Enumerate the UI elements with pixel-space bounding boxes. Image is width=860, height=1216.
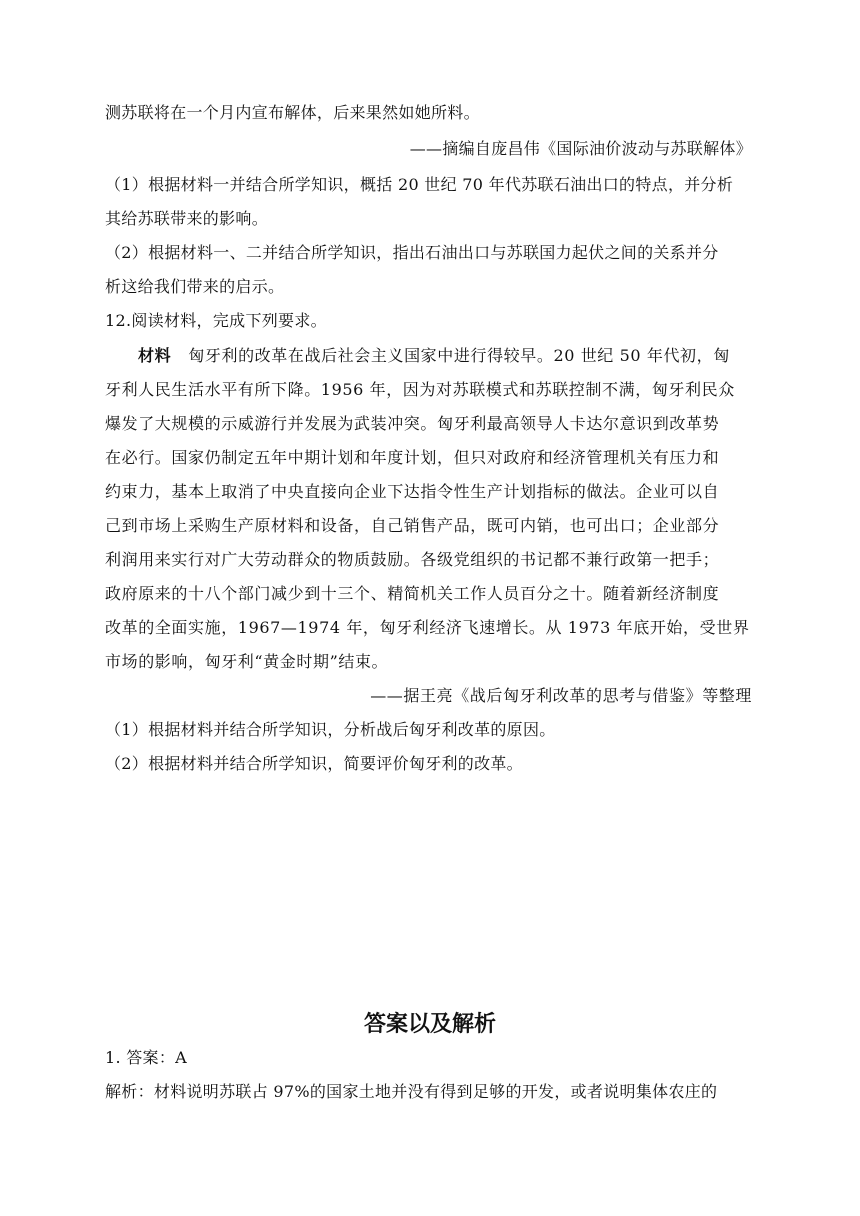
q12-source-citation: ——据王亮《战后匈牙利改革的思考与借鉴》等整理 [370, 686, 752, 705]
q12-material-line-10: 市场的影响，匈牙利“黄金时期”结束。 [105, 652, 389, 671]
material-text: 匈牙利的改革在战后社会主义国家中进行得较早。20 世纪 50 年代初，匈 [188, 346, 730, 365]
answers-heading: 答案以及解析 [363, 1012, 496, 1037]
q12-material-line-1 [138, 345, 768, 367]
q12-material-line-2: 牙利人民生活水平有所下降。1956 年，因为对苏联模式和苏联控制不满，匈牙利民众 [105, 380, 735, 399]
q12-material-line-9: 改革的全面实施，1967—1974 年，匈牙利经济飞速增长。从 1973 年底开始，受世界 [105, 618, 750, 637]
q11-subquestion-1-cont: 其给苏联带来的影响。 [105, 209, 269, 228]
answer-1-analysis: 解析：材料说明苏联占 97%的国家土地并没有得到足够的开发，或者说明集体农庄的 [105, 1082, 718, 1101]
q11-subquestion-2: （2）根据材料一、二并结合所学知识，指出石油出口与苏联国力起伏之间的关系并分 [105, 243, 719, 262]
q12-material-line-7: 利润用来实行对广大劳动群众的物质鼓励。各级党组织的书记都不兼行政第一把手； [105, 550, 720, 569]
q12-subquestion-1: （1）根据材料并结合所学知识，分析战后匈牙利改革的原因。 [105, 720, 556, 739]
q12-subquestion-2: （2）根据材料并结合所学知识，简要评价匈牙利的改革。 [105, 754, 523, 773]
q11-subquestion-1: （1）根据材料一并结合所学知识，概括 20 世纪 70 年代苏联石油出口的特点，并分析 [105, 175, 734, 194]
material-label: 材料 [138, 346, 172, 365]
q11-text-line: 测苏联将在一个月内宣布解体，后来果然如她所料。 [105, 103, 480, 122]
q12-material-line-8: 政府原来的十八个部门减少到十三个、精简机关工作人员百分之十。随着新经济制度 [105, 584, 720, 603]
q12-title: 12.阅读材料，完成下列要求。 [105, 311, 327, 330]
answer-1: 1. 答案：A [105, 1048, 188, 1067]
q12-material-line-4: 在必行。国家仍制定五年中期计划和年度计划，但只对政府和经济管理机关有压力和 [105, 448, 720, 467]
q11-source-citation: ——摘编自庞昌伟《国际油价波动与苏联解体》 [409, 139, 752, 158]
q11-subquestion-2-cont: 析这给我们带来的启示。 [105, 277, 285, 296]
q12-material-line-3: 爆发了大规模的示威游行并发展为武装冲突。匈牙利最高领导人卡达尔意识到改革势 [105, 414, 720, 433]
q12-material-line-6: 己到市场上采购生产原材料和设备，自己销售产品，既可内销，也可出口；企业部分 [105, 516, 720, 535]
q12-material-line-5: 约束力，基本上取消了中央直接向企业下达指令性生产计划指标的做法。企业可以自 [105, 482, 720, 501]
